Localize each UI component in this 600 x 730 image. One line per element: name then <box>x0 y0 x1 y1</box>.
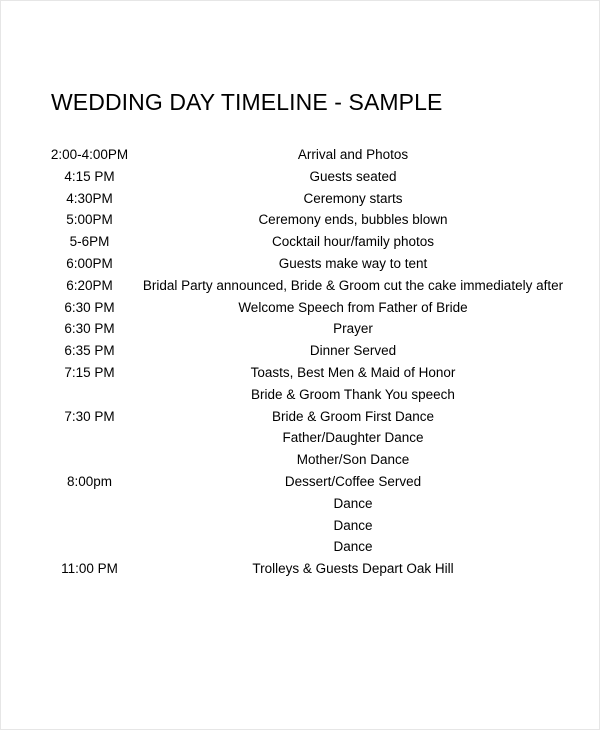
timeline-event: Bridal Party announced, Bride & Groom cut the cake immediately after <box>142 277 564 293</box>
timeline-event: Father/Daughter Dance <box>282 430 424 446</box>
timeline-event: Dessert/Coffee Served <box>284 473 422 489</box>
timeline-event: Welcome Speech from Father of Bride <box>238 299 468 315</box>
timeline-row <box>1 427 600 449</box>
timeline-row <box>1 449 600 471</box>
timeline-event: Trolleys & Guests Depart Oak Hill <box>252 561 454 577</box>
timeline-row <box>1 515 600 537</box>
timeline-event: Dinner Served <box>309 343 397 359</box>
timeline-event: Toasts, Best Men & Maid of Honor <box>250 364 456 380</box>
timeline-row <box>1 188 600 210</box>
timeline-time: 5-6PM <box>69 234 110 250</box>
timeline-row <box>1 253 600 275</box>
timeline-event: Bride & Groom Thank You speech <box>251 386 455 402</box>
timeline-time: 5:00PM <box>66 212 113 228</box>
timeline-time: 6:30 PM <box>64 299 115 315</box>
timeline-time: 6:00PM <box>66 255 113 271</box>
timeline-time: 6:20PM <box>66 277 113 293</box>
timeline-event: Ceremony starts <box>303 190 403 206</box>
document-title: WEDDING DAY TIMELINE - SAMPLE <box>51 89 443 115</box>
timeline-event: Dance <box>333 517 373 533</box>
timeline-event: Dance <box>333 495 373 511</box>
timeline-time: 7:30 PM <box>64 408 115 424</box>
timeline-row <box>1 340 600 362</box>
timeline-list <box>1 144 600 580</box>
timeline-time: 6:35 PM <box>64 343 115 359</box>
timeline-row <box>1 471 600 493</box>
timeline-event: Arrival and Photos <box>297 147 409 162</box>
timeline-time: 4:30PM <box>66 190 113 206</box>
timeline-event: Guests seated <box>309 168 397 184</box>
timeline-row <box>1 297 600 319</box>
timeline-row <box>1 231 600 253</box>
timeline-time: 6:30 PM <box>64 321 115 337</box>
timeline-row <box>1 362 600 384</box>
timeline-event: Dance <box>333 539 373 555</box>
timeline-time: 7:15 PM <box>64 364 115 380</box>
timeline-row <box>1 144 600 166</box>
timeline-time: 4:15 PM <box>64 168 115 184</box>
timeline-row <box>1 166 600 188</box>
timeline-event: Cocktail hour/family photos <box>271 234 435 250</box>
timeline-row <box>1 558 600 580</box>
timeline-row <box>1 318 600 340</box>
timeline-event: Ceremony ends, bubbles blown <box>258 212 448 228</box>
timeline-row <box>1 209 600 231</box>
timeline-row <box>1 406 600 428</box>
timeline-time: 2:00-4:00PM <box>50 147 129 162</box>
timeline-row <box>1 384 600 406</box>
timeline-time: 8:00pm <box>66 473 113 489</box>
timeline-event: Mother/Son Dance <box>296 452 410 468</box>
timeline-event: Bride & Groom First Dance <box>271 408 435 424</box>
timeline-time: 11:00 PM <box>61 561 118 577</box>
timeline-event: Guests make way to tent <box>278 255 428 271</box>
timeline-row <box>1 536 600 558</box>
timeline-row <box>1 275 600 297</box>
timeline-event: Prayer <box>333 321 373 337</box>
timeline-row <box>1 493 600 515</box>
